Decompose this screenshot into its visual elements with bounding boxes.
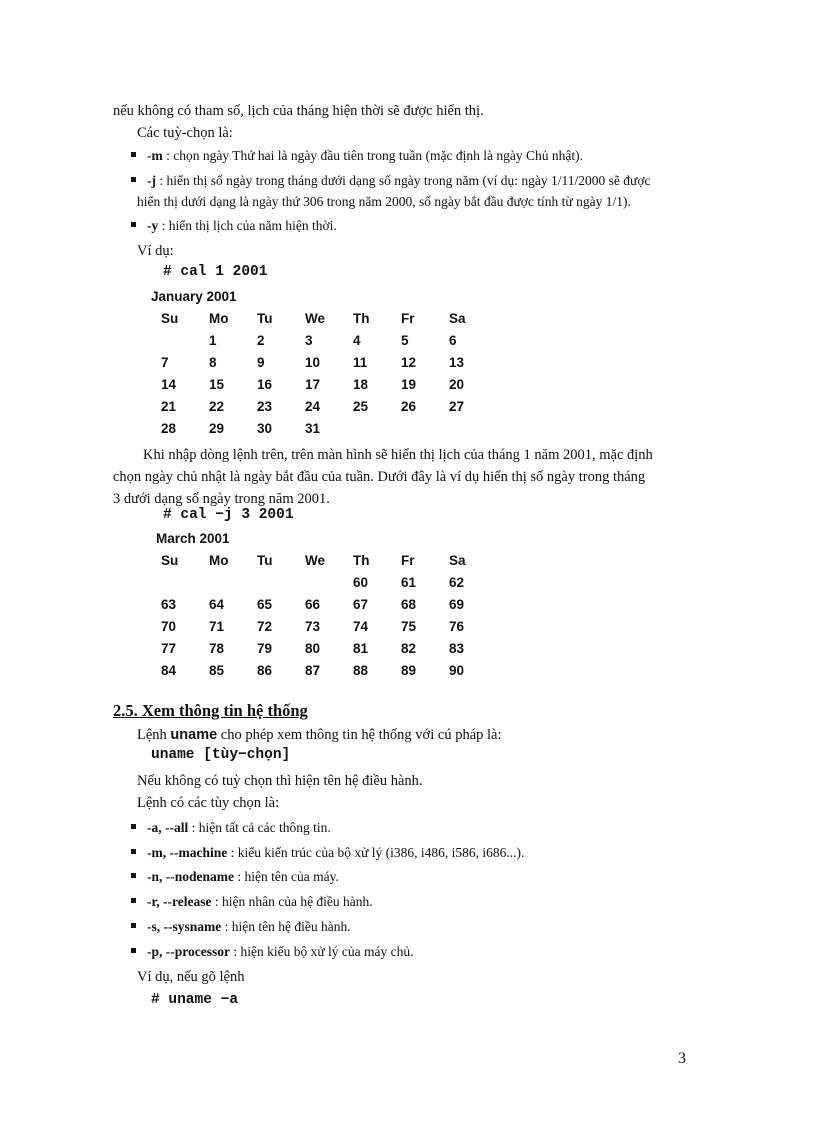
day-cell: 4	[353, 333, 361, 348]
day-cell: 68	[401, 597, 417, 612]
day-cell: 70	[161, 619, 177, 634]
day-cell: 19	[401, 377, 417, 392]
day-cell: 88	[353, 663, 369, 678]
day-cell: 8	[209, 355, 217, 370]
weekday-label: Th	[353, 311, 370, 326]
day-cell: 66	[305, 597, 321, 612]
bullet-icon	[131, 948, 136, 953]
day-cell: 76	[449, 619, 465, 634]
bullet-icon	[131, 152, 136, 157]
explain-line-2: chọn ngày chủ nhật là ngày bắt đầu của tuần. Dưới đây là ví dụ hiển thị số ngày trong tháng	[113, 469, 646, 485]
bullet-icon	[131, 873, 136, 878]
day-cell: 79	[257, 641, 273, 656]
uname-example-label: Ví dụ, nếu gõ lệnh	[137, 969, 245, 985]
cal2-command: # cal −j 3 2001	[163, 507, 294, 523]
day-cell: 71	[209, 619, 225, 634]
day-cell: 67	[353, 597, 369, 612]
day-cell: 73	[305, 619, 321, 634]
option-y: -y : hiển thị lịch của năm hiện thời.	[131, 215, 337, 237]
day-cell: 3	[305, 333, 313, 348]
weekday-label: Sa	[449, 553, 466, 568]
explain-line-3: 3 dưới dạng số ngày trong năm 2001.	[113, 491, 330, 507]
day-cell: 85	[209, 663, 225, 678]
bullet-icon	[131, 898, 136, 903]
day-cell: 2	[257, 333, 265, 348]
section-title: 2.5. Xem thông tin hệ thống	[113, 701, 308, 720]
day-cell: 84	[161, 663, 177, 678]
day-cell: 78	[209, 641, 225, 656]
day-cell: 11	[353, 355, 368, 370]
weekday-label: Th	[353, 553, 370, 568]
uname-intro: Lệnh uname cho phép xem thông tin hệ thống với cú pháp là:	[137, 727, 502, 743]
day-cell: 28	[161, 421, 177, 436]
day-cell: 21	[161, 399, 177, 414]
uname-options-heading: Lệnh có các tùy chọn là:	[137, 795, 280, 811]
weekday-label: Mo	[209, 553, 229, 568]
day-cell: 29	[209, 421, 225, 436]
day-cell: 90	[449, 663, 465, 678]
day-cell: 83	[449, 641, 465, 656]
uname-option-processor: -p, --processor : hiện kiểu bộ xử lý của máy chủ.	[131, 941, 414, 963]
uname-example-command: # uname −a	[151, 992, 239, 1008]
day-cell: 1	[209, 333, 217, 348]
weekday-label: We	[305, 553, 326, 568]
weekday-label: Sa	[449, 311, 466, 326]
day-cell: 23	[257, 399, 273, 414]
day-cell: 15	[209, 377, 225, 392]
day-cell: 7	[161, 355, 169, 370]
bullet-icon	[131, 923, 136, 928]
weekday-label: Fr	[401, 311, 415, 326]
day-cell: 18	[353, 377, 369, 392]
day-cell: 82	[401, 641, 417, 656]
options-heading: Các tuỳ-chọn là:	[137, 125, 233, 141]
day-cell: 75	[401, 619, 417, 634]
day-cell: 20	[449, 377, 465, 392]
uname-option-release: -r, --release : hiện nhân của hệ điều hành.	[131, 891, 373, 913]
day-cell: 72	[257, 619, 273, 634]
option-j-continued: hiển thị dưới dạng là ngày thứ 306 trong năm 2000, số ngày bắt đầu được tính từ ngày 1/1).	[137, 194, 631, 209]
day-cell: 81	[353, 641, 369, 656]
no-option-text: Nếu không có tuỳ chọn thì hiện tên hệ điều hành.	[137, 773, 423, 789]
day-cell: 62	[449, 575, 465, 590]
bullet-icon	[131, 177, 136, 182]
day-cell: 25	[353, 399, 369, 414]
day-cell: 65	[257, 597, 273, 612]
day-cell: 24	[305, 399, 321, 414]
day-cell: 5	[401, 333, 409, 348]
uname-option-machine: -m, --machine : kiểu kiến trúc của bộ xử lý (i386, i486, i586, i686...).	[131, 842, 524, 864]
day-cell: 87	[305, 663, 321, 678]
bullet-icon	[131, 222, 136, 227]
day-cell: 63	[161, 597, 177, 612]
day-cell: 17	[305, 377, 321, 392]
option-m: -m : chọn ngày Thứ hai là ngày đầu tiên trong tuần (mặc định là ngày Chủ nhật).	[131, 145, 583, 167]
day-cell: 60	[353, 575, 369, 590]
day-cell: 89	[401, 663, 417, 678]
cal1-title: January 2001	[151, 289, 237, 304]
day-cell: 86	[257, 663, 273, 678]
bullet-icon	[131, 849, 136, 854]
cal1-command: # cal 1 2001	[163, 264, 268, 280]
day-cell: 30	[257, 421, 273, 436]
day-cell: 80	[305, 641, 321, 656]
day-cell: 74	[353, 619, 369, 634]
uname-option-all: -a, --all : hiện tất cả các thông tin.	[131, 817, 331, 839]
uname-option-sysname: -s, --sysname : hiện tên hệ điều hành.	[131, 916, 351, 938]
intro-line: nếu không có tham số, lịch của tháng hiện thời sẽ được hiển thị.	[113, 103, 484, 119]
weekday-label: Tu	[257, 311, 273, 326]
day-cell: 10	[305, 355, 321, 370]
day-cell: 13	[449, 355, 465, 370]
weekday-label: Tu	[257, 553, 273, 568]
day-cell: 77	[161, 641, 177, 656]
page-number: 3	[678, 1050, 686, 1067]
bullet-icon	[131, 824, 136, 829]
day-cell: 6	[449, 333, 457, 348]
weekday-label: We	[305, 311, 326, 326]
example-label: Ví dụ:	[137, 243, 174, 259]
day-cell: 69	[449, 597, 465, 612]
day-cell: 26	[401, 399, 417, 414]
day-cell: 9	[257, 355, 265, 370]
weekday-label: Su	[161, 311, 179, 326]
weekday-label: Mo	[209, 311, 229, 326]
weekday-label: Fr	[401, 553, 415, 568]
cal2-title: March 2001	[156, 531, 230, 546]
option-j: -j : hiển thị số ngày trong tháng dưới dạng số ngày trong năm (ví dụ: ngày 1/11/2000 sẽ được	[131, 170, 650, 192]
day-cell: 16	[257, 377, 273, 392]
day-cell: 31	[305, 421, 321, 436]
uname-syntax: uname [tùy−chọn]	[151, 747, 291, 763]
day-cell: 22	[209, 399, 225, 414]
weekday-label: Su	[161, 553, 179, 568]
explanation	[113, 444, 707, 510]
explain-line-1: Khi nhập dòng lệnh trên, trên màn hình sẽ hiển thị lịch của tháng 1 năm 2001, mặc định	[143, 447, 653, 463]
uname-option-nodename: -n, --nodename : hiện tên của máy.	[131, 866, 339, 888]
day-cell: 61	[401, 575, 417, 590]
day-cell: 27	[449, 399, 465, 414]
day-cell: 64	[209, 597, 225, 612]
day-cell: 12	[401, 355, 417, 370]
day-cell: 14	[161, 377, 177, 392]
